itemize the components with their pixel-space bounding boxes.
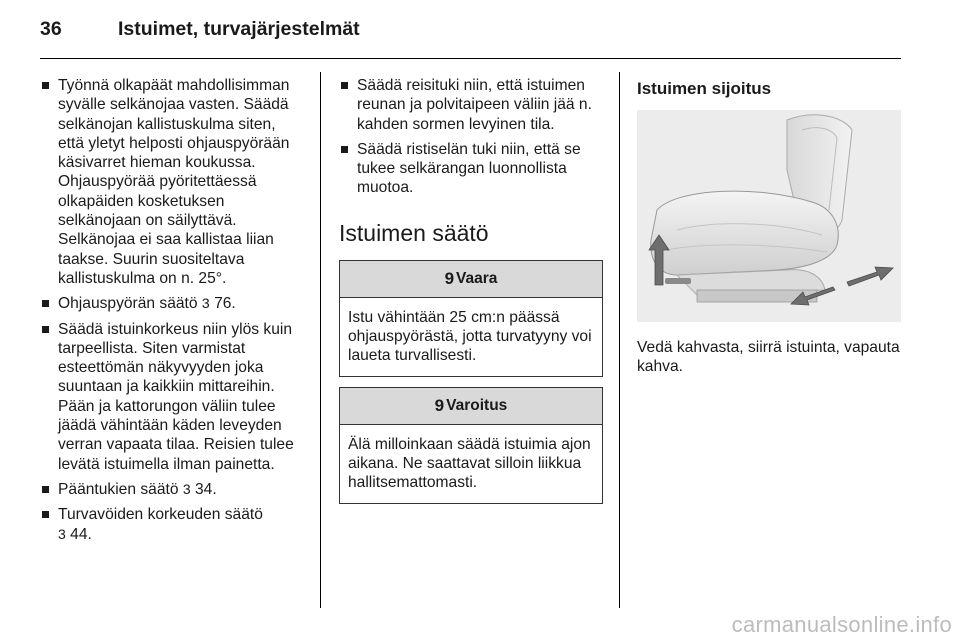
list-item: Säädä istuinkorkeus niin ylös kuin tarpeellista. Siten varmistat esteettömän näkyvyyden joka suuntaan ja kaikkiin mittareihin. Pään ja kattorungon väliin tulee jäädä vähintään käden leveyden verran vapaata tilaa. Reisien tulee levätä istuimella ilman painetta. [40, 320, 304, 474]
bullet-list [40, 76, 304, 544]
cross-ref-text: Turvavöiden korkeuden säätö [58, 506, 263, 524]
warning-triangle-icon: 9 [444, 269, 455, 289]
warning-box-header [340, 388, 602, 425]
danger-title: Vaara [456, 270, 498, 288]
section-title: Istuimet, turvajärjestelmät [118, 18, 360, 40]
list-item [40, 505, 304, 544]
cross-ref-text: Ohjauspyörän säätö [58, 295, 198, 313]
cross-ref-page: 34. [195, 480, 217, 498]
cross-ref-page: 44. [70, 525, 92, 543]
bullet-list [339, 76, 603, 198]
column-3 [637, 78, 901, 377]
cross-ref-page: 76. [214, 295, 236, 313]
section-heading: Istuimen säätö [339, 219, 489, 246]
column-1 [40, 76, 304, 550]
watermark: carmanualsonline.info [731, 612, 952, 637]
list-item [40, 480, 304, 499]
column-divider-1 [320, 72, 321, 608]
subsection-heading: Istuimen sijoitus [637, 79, 772, 98]
header-rule [40, 58, 901, 59]
column-2 [339, 76, 603, 514]
danger-text: Istu vähintään 25 cm:n päässä ohjauspyörästä, jotta turvatyyny voi laueta turvallisesti. [348, 308, 592, 365]
seat-adjustment-illustration [637, 110, 901, 322]
danger-box [339, 260, 603, 377]
page-ref-icon: 3 [58, 525, 66, 542]
list-item [40, 294, 304, 313]
list-item: Säädä ristiselän tuki niin, että se tukee selkärangan luonnollista muotoa. [339, 140, 603, 198]
seat-illustration-icon [637, 110, 901, 322]
column-divider-2 [619, 72, 620, 608]
page-number: 36 [40, 18, 62, 40]
warning-text: Älä milloinkaan säädä istuimia ajon aikana. Ne saattavat silloin liikkua hallitsemattomasti. [348, 435, 591, 492]
cross-ref-text: Pääntukien säätö [58, 480, 179, 498]
danger-box-header [340, 261, 602, 298]
warning-triangle-icon: 9 [434, 396, 445, 416]
list-item: Säädä reisituki niin, että istuimen reunan ja polvitaipeen väliin jää n. kahden sormen levyinen tila. [339, 76, 603, 134]
page-ref-icon: 3 [201, 295, 210, 312]
illustration-caption: Vedä kahvasta, siirrä istuinta, vapauta kahva. [637, 339, 900, 376]
warning-box [339, 387, 603, 504]
page-ref-icon: 3 [182, 480, 191, 497]
warning-title: Varoitus [446, 397, 508, 415]
list-item: Työnnä olkapäät mahdollisimman syvälle selkänojaa vasten. Säädä selkänojan kallistuskulma siten, että yletyt helposti ohjauspyörään käsivarret hieman koukussa. Ohjauspyörää pyöritettäessä olkapäiden kosketuksen selkänojaan on säilyttävä. Selkänojaa ei saa kallistaa liian taakse. Suurin suositeltava kallistuskulma on n. 25°. [40, 76, 304, 288]
